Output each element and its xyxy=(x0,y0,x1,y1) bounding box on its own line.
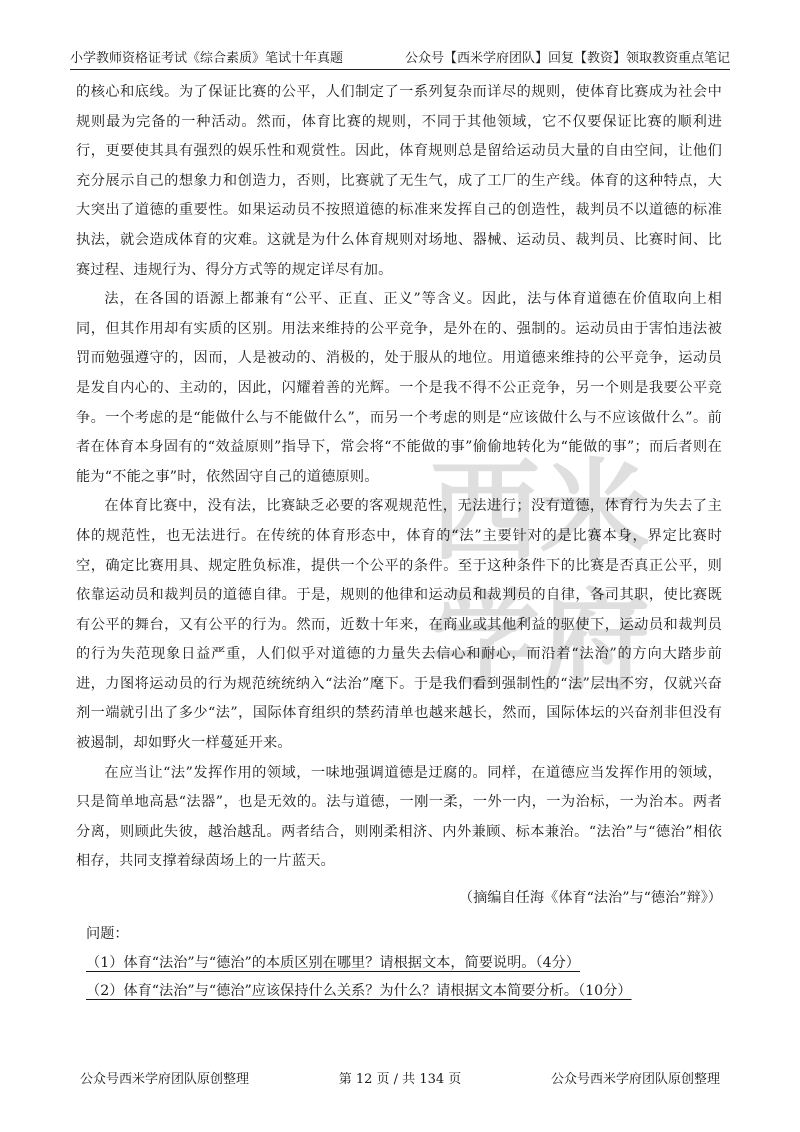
page-header xyxy=(70,42,730,70)
watermark-char-2: 米 xyxy=(540,448,650,576)
article-body xyxy=(76,78,722,1005)
question-2: （2）体育“法治”与“德治”应该保持什么关系？为什么？请根据文本简要分析。（10分） xyxy=(86,983,632,1000)
page-number: 第 12 页 / 共 134 页 xyxy=(338,1072,462,1087)
header-right-text: 公众号【西米学府团队】回复【教资】领取教资重点笔记 xyxy=(404,51,730,66)
paragraph-2: 法，在各国的语源上都兼有“公平、正直、正义”等含义。因此，法与体育道德在价值取向上相同，但其作用却有实质的区别。用法来维持的公平竞争，是外在的、强制的。运动员由于害怕违法被罚而勉强遵守的，因而，人是被动的、消极的，处于服从的地位。用道德来维持的公平竞争，运动员是发自内心的、主动的，因此，闪耀着善的光辉。一个是我不得不公正竞争，另一个则是我要公平竞争。一个考虑的是“能做什么与不能做什么”，而另一个考虑的则是“应该做什么与不应该做什么”。前者在体育本身固有的“效益原则”指导下，常会将“不能做的事”偷偷地转化为“能做的事”；而后者则在能为“不能之事”时，依然固守自己的道德原则。 xyxy=(76,291,722,485)
header-left-text: 小学教师资格证考试《综合素质》笔试十年真题 xyxy=(70,51,344,66)
watermark-char-3: 学 xyxy=(430,578,540,706)
footer-right-text: 公众号西米学府团队原创整理 xyxy=(550,1072,720,1087)
watermark-char-1: 西 xyxy=(430,448,540,576)
paragraph-3: 在体育比赛中，没有法，比赛缺乏必要的客观规范性，无法进行；没有道德，体育行为失去了主体的规范性，也无法进行。在传统的体育形态中，体育的“法”主要针对的是比赛本身，界定比赛时空，确定比赛用具、规定胜负标准，提供一个公平的条件。至于这种条件下的比赛是否真正公平，则依靠运动员和裁判员的道德自律。于是，规则的他律和运动员和裁判员的自律，各司其职，使比赛既有公平的舞台，又有公平的行为。然而，近数十年来，在商业或其他利益的驱使下，运动员和裁判员的行为失范现象日益严重，人们似乎对道德的力量失去信心和耐心，而沿着“法治”的方向大踏步前进，力图将运动员的行为规范统统纳入“法治”麾下。于是我们看到强制性的“法”层出不穷，仅就兴奋剂一端就引出了多少“法”，国际体育组织的禁药清单也越来越长，然而，国际体坛的兴奋剂非但没有被遏制，却如野火一样蔓延开来。 xyxy=(76,498,722,752)
watermark-char-4: 府 xyxy=(540,578,650,706)
paragraph-4: 在应当让“法”发挥作用的领域，一味地强调道德是迂腐的。同样，在道德应当发挥作用的领域，只是简单地高悬“法器”，也是无效的。法与道德，一刚一柔，一外一内，一为治标，一为治本。两者分离，则顾此失彼，越治越乱。两者结合，则刚柔相济、内外兼顾、标本兼治。“法治”与“德治”相依相存，共同支撑着绿茵场上的一片蓝天。 xyxy=(76,764,722,870)
paragraph-1: 的核心和底线。为了保证比赛的公平，人们制定了一系列复杂而详尽的规则，使体育比赛成为社会中规则最为完备的一种活动。然而，体育比赛的规则，不同于其他领域，它不仅要保证比赛的顺利进行，更要使其具有强烈的娱乐性和观赏性。因此，体育规则总是留给运动员大量的自由空间，让他们充分展示自己的想象力和创造力，否则，比赛就了无生气，成了工厂的生产线。体育的这种特点，大大突出了道德的重要性。如果运动员不按照道德的标准来发挥自己的创造性，裁判员不以道德的标准执法，就会造成体育的灾难。这就是为什么体育规则对场地、器械、运动员、裁判员、比赛时间、比赛过程、违规行为、得分方式等的规定详尽有加。 xyxy=(76,84,722,278)
question-1: （1）体育“法治”与“德治”的本质区别在哪里？请根据文本，简要说明。（4分） xyxy=(86,955,580,972)
page-footer xyxy=(80,1068,720,1088)
article-source: （摘编自任海《体育“法治”与“德治”辩》） xyxy=(458,890,722,907)
footer-left-text: 公众号西米学府团队原创整理 xyxy=(80,1072,250,1087)
questions-title: 问题： xyxy=(86,926,129,943)
